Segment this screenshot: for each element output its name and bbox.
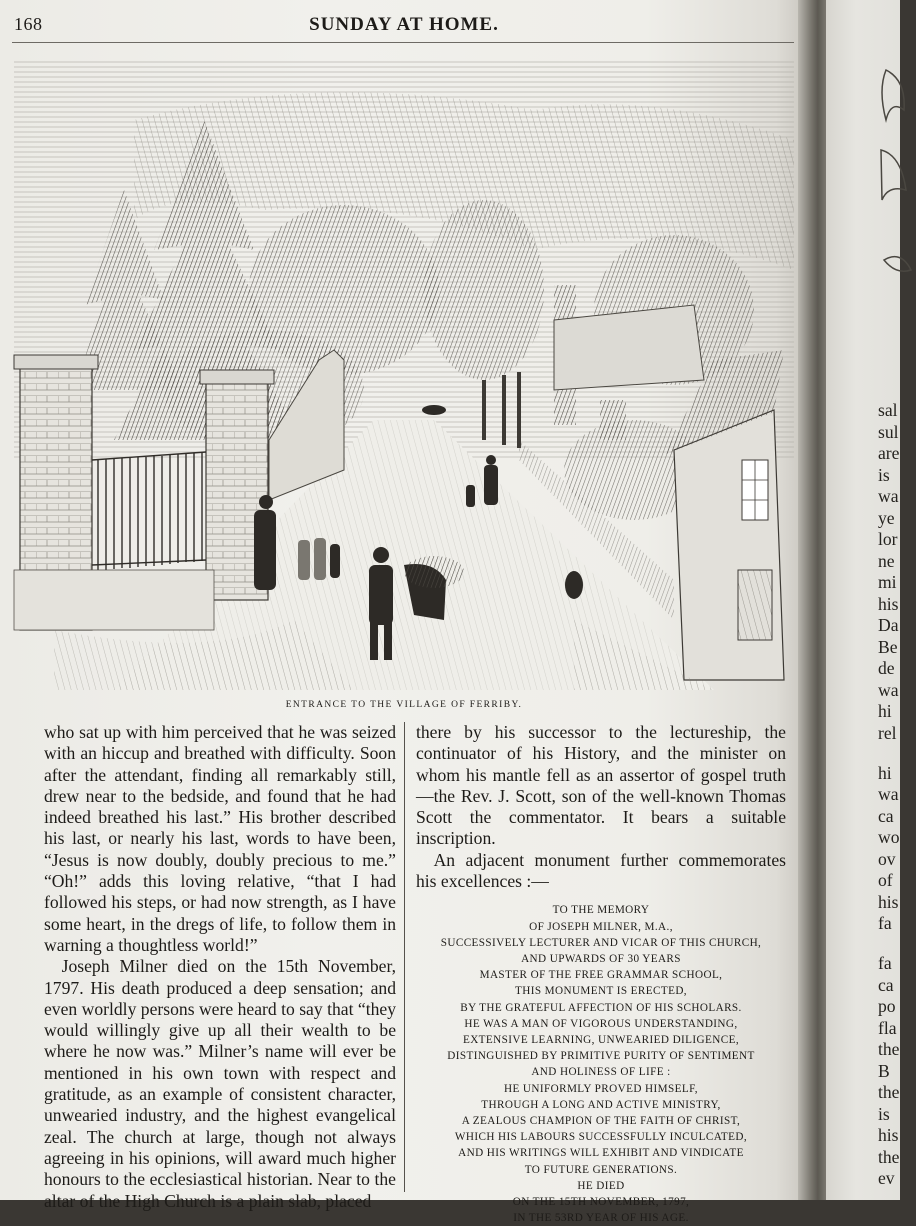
facing-page-fragment: are [878,443,900,463]
facing-page-fragment: wo [878,827,900,847]
facing-page-fragment: fa [878,953,892,973]
facing-page-fragment: the [878,1146,900,1167]
facing-page-fragment: his [878,891,899,912]
inscription-line: MASTER OF THE FREE GRAMMAR SCHOOL, [479,969,723,982]
inscription-line: THIS MONUMENT IS ERECTED, [514,985,687,998]
facing-page-fragment: the [878,1039,900,1059]
facing-page-fragment: sul [878,421,899,442]
inscription-line: HE WAS A MAN OF VIGOROUS UNDERSTANDING, [464,1017,738,1030]
facing-page-fragment: wa [878,679,899,700]
inscription-line: AND HIS WRITINGS WILL EXHIBIT AND VINDICATE [458,1147,744,1160]
facing-page-fragment: his [878,1125,899,1145]
inscription-line: TO FUTURE GENERATIONS. [524,1163,678,1176]
inscription-line: DISTINGUISHED BY PRIMITIVE PURITY OF SENTIMENT [447,1050,755,1063]
facing-page-fragment: rel [878,722,897,743]
facing-page-fragment: hi [878,701,892,721]
facing-page-fragment: B [878,1060,890,1081]
facing-page-fragment: ye [878,507,895,528]
facing-page-fragment: Da [878,615,899,635]
column-divider [404,722,405,1192]
facing-page-fragment: is [878,464,890,485]
village-engraving [14,60,794,690]
right-column [416,722,786,1226]
facing-page-fragment: Be [878,636,898,657]
inscription-line: IN THE 53RD YEAR OF HIS AGE. [513,1212,689,1225]
paragraph: Joseph Milner died on the 15th November, 1797. His death produced a deep sensation; and even worldly persons were heard to say that “they would willingly give up all their wealth to be where he now was.” Milner’s name will ever be mentioned in his own town with respect and gratitude, as an example of consistent character, unwearied industry, and the highest evangelical zeal. The church at large, though not always agreeing in his opinions, will award much higher honours to the ecclesiastical historian. Near to the altar of the High Church is a plain slab, placed [44,956,396,1211]
inscription-line: OF JOSEPH MILNER, M.A., [529,920,673,933]
facing-page-fragment: is [878,1103,890,1124]
page-number: 168 [14,14,43,34]
facing-page-fragment: hi [878,762,892,783]
facing-page-fragment: ca [878,805,894,826]
facing-page-fragment: po [878,996,896,1016]
facing-page-fragment: lor [878,529,898,549]
inscription-line: HE UNIFORMLY PROVED HIMSELF, [504,1082,698,1095]
inscription-line: WHICH HIS LABOURS SUCCESSFULLY INCULCATED, [454,1131,748,1144]
facing-page-fragment: de [878,658,895,678]
inscription-line: AND HOLINESS OF LIFE : [531,1066,671,1079]
inscription-line: TO THE MEMORY [552,904,650,917]
facing-page-fragment: wa [878,486,899,506]
monument-inscription [416,902,786,1226]
inscription-line: A ZEALOUS CHAMPION OF THE FAITH OF CHRIST, [461,1115,741,1128]
facing-page-fragment: fla [878,1017,897,1038]
paragraph: An adjacent monument further commemorates his excellences :— [416,849,786,892]
facing-page-fragment: wa [878,784,899,804]
left-column [44,722,396,1212]
facing-page-fragment: ca [878,974,894,995]
inscription-line: THROUGH A LONG AND ACTIVE MINISTRY, [481,1098,721,1111]
header-rule [12,42,794,43]
facing-page-fragment: ov [878,848,896,869]
paragraph: there by his successor to the lectureship, the continuator of his History, and the minister on whom his mantle fell as an assertor of gospel truth—the Rev. J. Scott, son of the well-known Thomas Scott the commentator. It bears a suitable inscription. [416,722,786,849]
facing-page-fragment: his [878,593,899,614]
paragraph: who sat up with him perceived that he was seized with an hiccup and breathed with difficulty. Soon after the attendant, finding all remarkably still, drew near to the bedside, and found that he had indeed breathed his last.” His brother described his last, or nearly his last, words to have been, “Jesus is now doubly, doubly precious to me.” “Oh!” adds this loving relative, “that I had followed his steps, or had now strength, as I have some heart, in the dregs of life, to follow them in warning a thoughtless world!” [44,722,396,955]
facing-page-fragment: mi [878,572,897,592]
engraving-caption: ENTRANCE TO THE VILLAGE OF FERRIBY. [285,700,523,710]
inscription-line: HE DIED [577,1179,625,1192]
inscription-line: SUCCESSIVELY LECTURER AND VICAR OF THIS CHURCH, [440,936,762,949]
facing-page [826,0,900,1200]
inscription-line: EXTENSIVE LEARNING, UNWEARIED DILIGENCE, [462,1034,740,1046]
facing-page-fragment: the [878,1082,900,1102]
inscription-line: AND UPWARDS OF 30 YEARS [521,952,681,965]
facing-page-fragment: ev [878,1168,895,1188]
inscription-line: ON THE 15TH NOVEMBER, 1797, [512,1196,690,1209]
facing-page-fragment: sal [878,400,898,420]
facing-page-fragment: of [878,870,893,890]
facing-page-fragment: ne [878,550,895,571]
facing-page-illustration [876,60,916,290]
running-head: SUNDAY AT HOME. [309,14,499,35]
facing-page-fragment: fa [878,913,892,933]
inscription-line: BY THE GRATEFUL AFFECTION OF HIS SCHOLARS. [460,1001,742,1014]
